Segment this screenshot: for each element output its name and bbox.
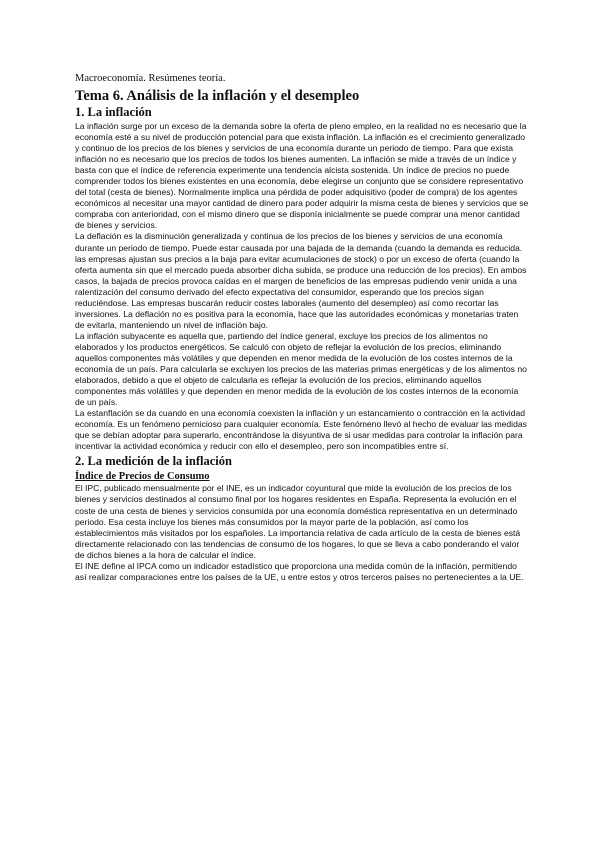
subsection-ipc-heading: Índice de Precios de Consumo xyxy=(75,471,210,483)
document-subtitle: Macroeconomía. Resúmenes teoría. xyxy=(75,73,226,84)
paragraph-inflacion: La inflación surge por un exceso de la demanda sobre la oferta de pleno empleo, en la realidad no es necesario que la economía esté a su nivel de producción potencial para que exista inflación. La inflación es el crecimiento generalizado y continuo de los precios de los bienes y servicios de una economía durante un periodo de tiempo. Para que exista inflación no es necesario que los precios de todos los bienes aumenten. La inflación se mide a través de un índice y basta con que el índice de referencia experimente una tendencia alcista sostenida. Un índice de precios no puede comprender todos los bienes existentes en una economía, debe elegirse un conjunto que se considere representativo del total (cesta de bienes). Normalmente implica una pérdida de poder adquisitivo (poder de compra) de los agentes económicos al necesitar una mayor cantidad de dinero para poder adquirir la misma cesta de bienes y servicios que se compraba con anterioridad, con el mismo dinero que se disponía inicialmente se puede comprar una menor cantidad de bienes y servicios. xyxy=(75,121,529,231)
paragraph-ipc: El IPC, publicado mensualmente por el INE, es un indicador coyuntural que mide la evolución de los precios de los bienes y servicios destinados al consumo final por los hogares residentes en España. Representa la evolución en el coste de una cesta de bienes y servicios consumida por una economía doméstica representativa en un determinado periodo. Esa cesta incluye los bienes más consumidos por la mayor parte de la población, así como los establecimientos más visitados por los españoles. La importancia relativa de cada artículo de la cesta de bienes está directamente relacionado con las tendencias de consumo de los hogares, lo que se lleva a cabo ponderando el valor de dichos bienes a la hora de calcular el índice. xyxy=(75,483,521,560)
paragraph-deflacion: La deflación es la disminución generalizada y continua de los precios de los bienes y servicios de una economía durante un periodo de tiempo. Puede estar causada por una bajada de la demanda (cuando la demanda es reducida. las empresas ajustan sus precios a la baja para evitar acumulaciones de stock) o por un exceso de oferta (cuando la oferta aumenta sin que el mercado pueda absorber dicha subida, se produce una reducción de los precios). En ambos casos, la bajada de precios provoca caídas en el margen de beneficios de las empresas pudiendo venir unida a una ralentización del consumo derivado del efecto expectativa del consumidor, esperando que los precios sigan reduciéndose. Las empresas buscarán reducir costes laborales (aumento del desempleo) así como recortar las inversiones. La deflación no es positiva para la economía, hace que las autoridades económicas y monetarias traten de evitarla, manteniendo un nivel de inflación bajo. xyxy=(75,231,527,330)
section-1-heading: 1. La inflación xyxy=(75,105,152,119)
paragraph-estanflacion: La estanflación se da cuando en una economía coexisten la inflación y un estancamiento o contracción en la actividad economía. Es un fenómeno pernicioso para cualquier economía. Este fenómeno llevó al hecho de evaluar las medidas que se debían adoptar para superarlo, encontrándose la disyuntiva de si usar medidas para controlar la inflación para incentivar la actividad económica y reducir con ello el desempleo, pero son incompatibles entre sí. xyxy=(75,408,527,452)
document-title: Tema 6. Análisis de la inflación y el desempleo xyxy=(75,88,360,104)
paragraph-ipca: El INE define al IPCA como un indicador estadístico que proporciona una medida común de la inflación, permitiendo así realizar comparaciones entre los países de la UE, u entre estos y otros terceros países no pertenecientes a la UE. xyxy=(75,560,524,582)
document-page xyxy=(75,72,530,583)
paragraph-inflacion-subyacente: La inflación subyacente es aquella que, partiendo del índice general, excluye los precios de los alimentos no elaborados y los productos energéticos. Se calculó con objeto de reflejar la evolución de los precios, eliminando aquellos componentes más volátiles y que dependen en menor medida de la evolución de los costes internos de la economía de un país. Para calcularla se excluyen los precios de las materias primas energéticas y de los alimentos no elaborados, debido a que el objeto de calcularla es reflejar la evolución de los precios, eliminando aquellos componentes más volátiles y que dependen en menor medida de la evolución de los costes internos de la economía de un país. xyxy=(75,330,527,408)
section-2-heading: 2. La medición de la inflación xyxy=(75,454,232,469)
